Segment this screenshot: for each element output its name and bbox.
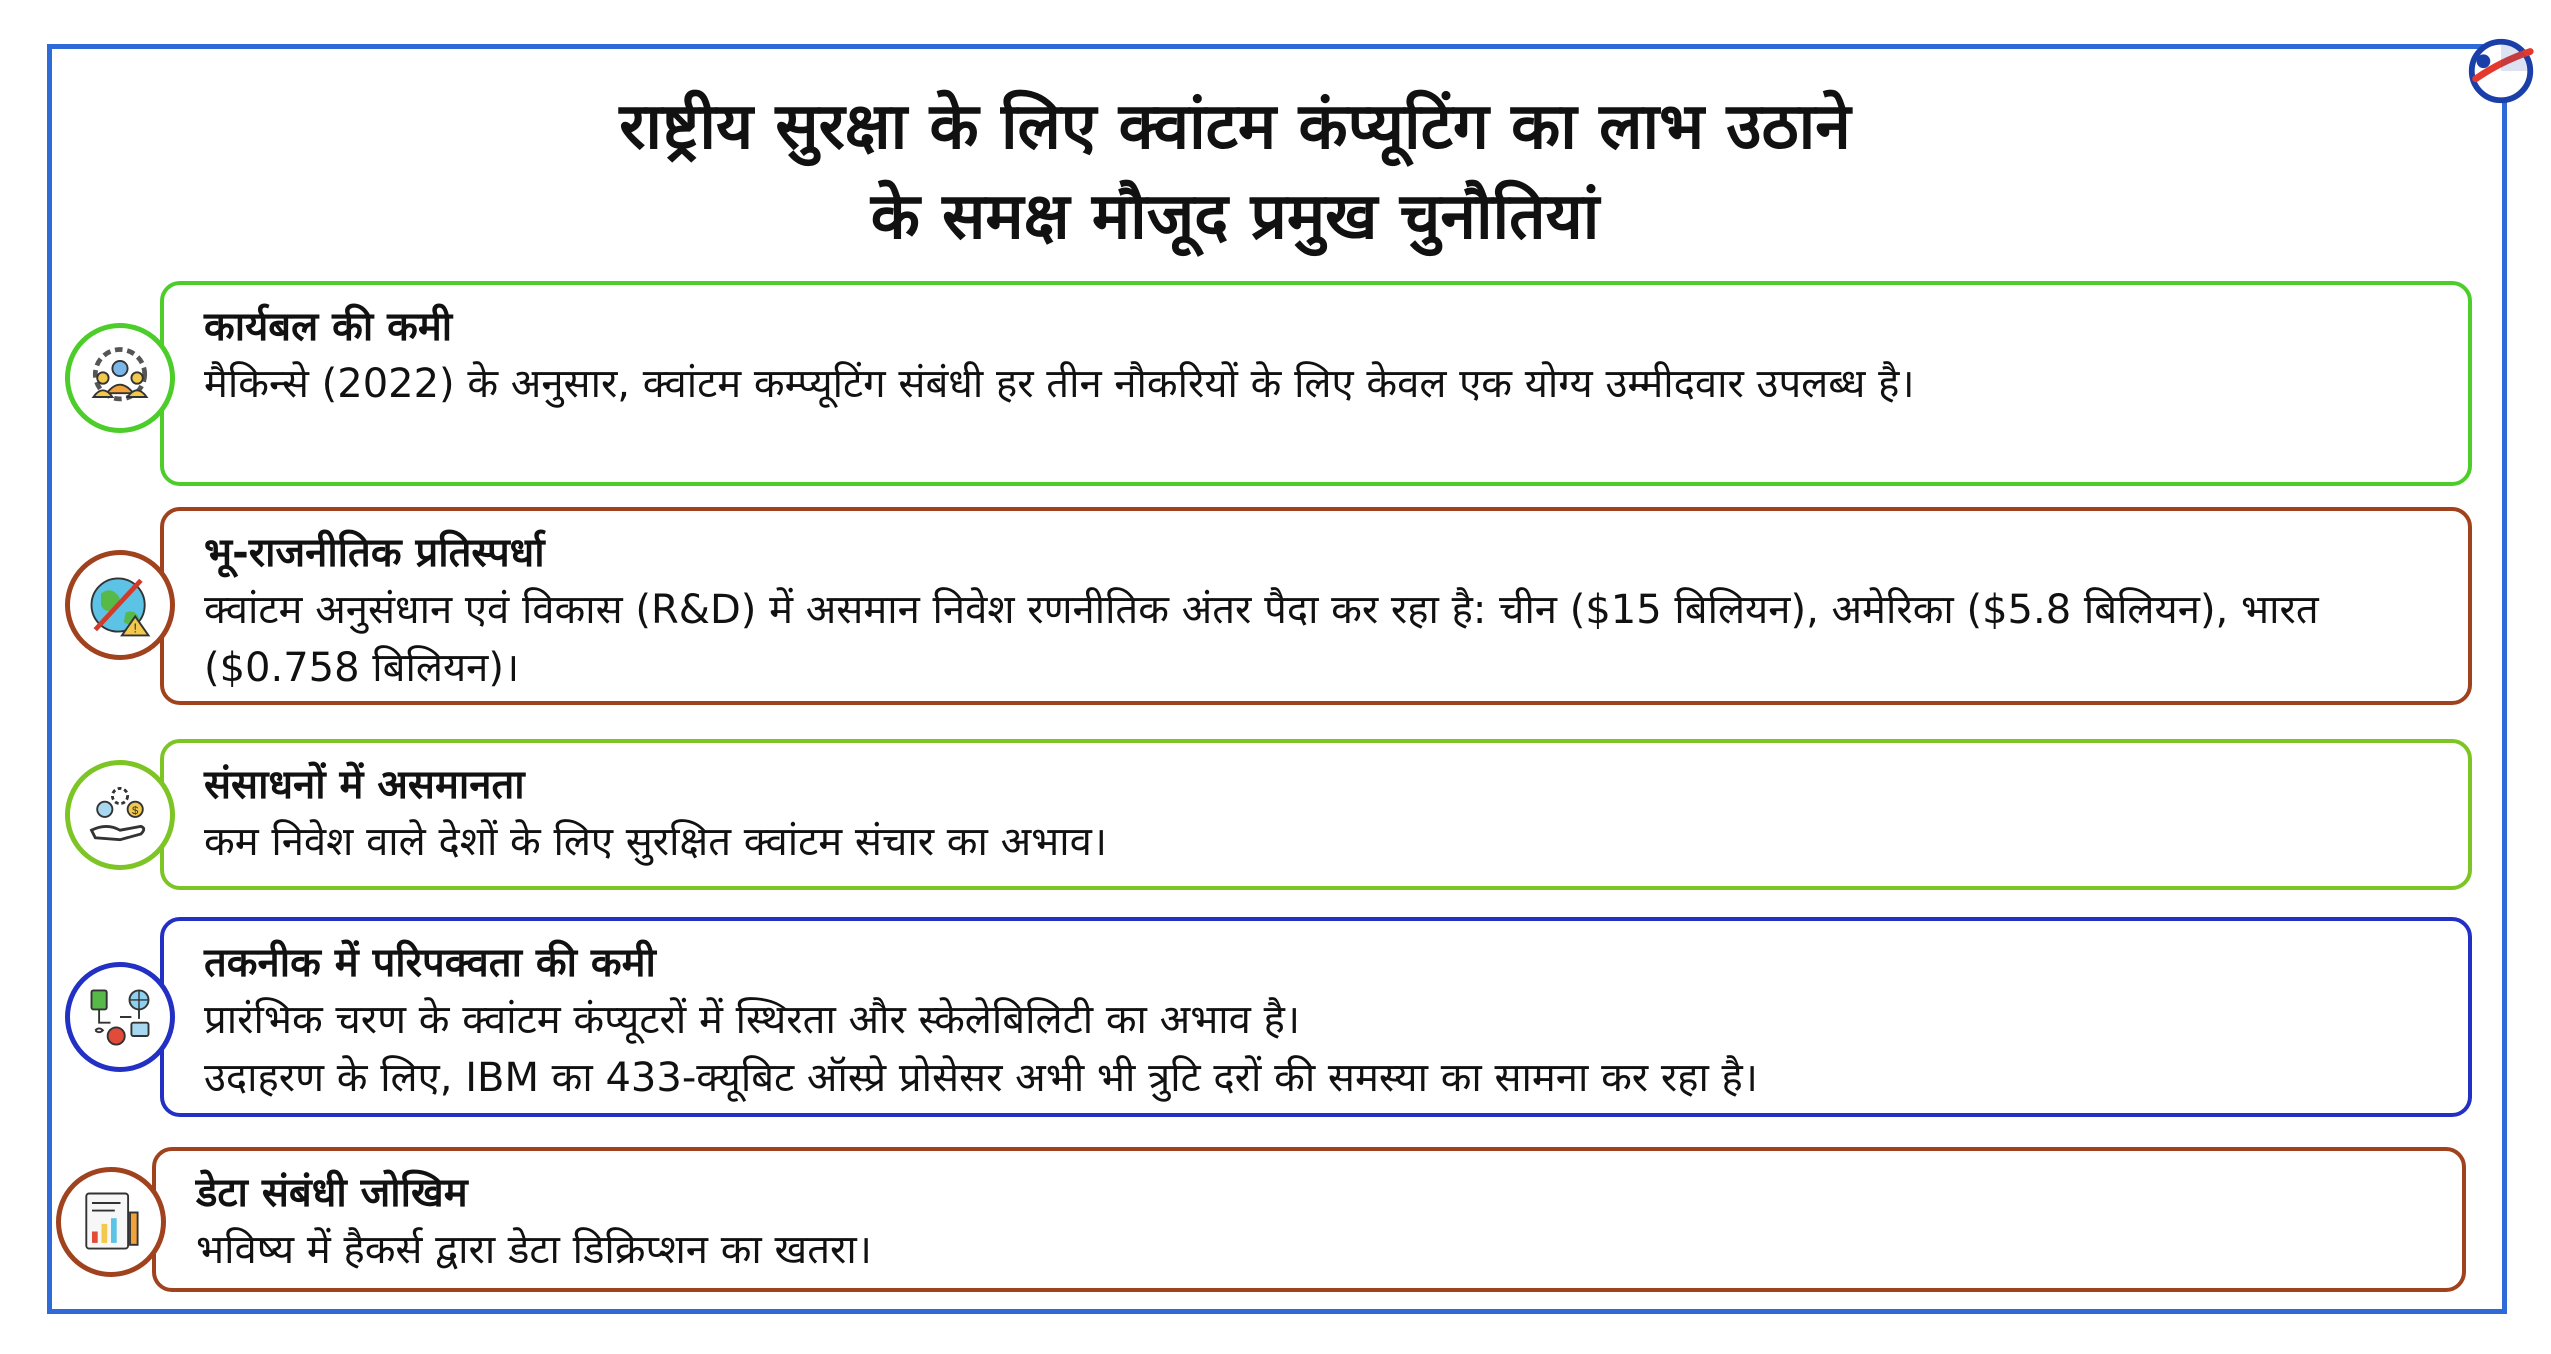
brand-logo-icon [2462,32,2540,110]
card-heading: भू-राजनीतिक प्रतिस्पर्धा [204,530,545,576]
svg-text:$: $ [132,805,139,818]
card-text: कम निवेश वाले देशों के लिए सुरक्षित क्वांटम संचार का अभाव। [204,819,1108,865]
card-heading: संसाधनों में असमानता [204,762,525,808]
card-text: भविष्य में हैकर्स द्वारा डेटा डिक्रिप्शन का खतरा। [196,1227,872,1273]
workforce-gear-icon [65,323,175,433]
technology-network-icon [65,962,175,1072]
card-text: मैकिन्से (2022) के अनुसार, क्वांटम कम्प्यूटिंग संबंधी हर तीन नौकरियों के लिए केवल एक योग्य उम्मीदवार उपलब्ध है। [204,361,1915,407]
challenge-card-resources [160,739,2472,890]
globe-warning-icon [65,550,175,660]
card-text-line-2: उदाहरण के लिए, IBM का 433-क्यूबिट ऑस्प्रे प्रोसेसर अभी भी त्रुटि दरों की समस्या का सामना कर रहा है। [204,1055,1758,1101]
card-text: क्वांटम अनुसंधान एवं विकास (R&D) में असमान निवेश रणनीतिक अंतर पैदा कर रहा है: चीन ($15 बिलियन), अमेरिका ($5.8 बिलियन), भारत ($0.758 बिलियन)। [204,587,2319,691]
svg-text:!: ! [133,620,138,636]
challenge-card-workforce [160,281,2472,486]
card-heading: डेटा संबंधी जोखिम [196,1170,468,1216]
challenge-card-geopolitical [160,507,2472,705]
card-text-line-1: प्रारंभिक चरण के क्वांटम कंप्यूटरों में स्थिरता और स्केलेबिलिटी का अभाव है। [204,997,1301,1043]
title-line-1: राष्ट्रीय सुरक्षा के लिए क्वांटम कंप्यूटिंग का लाभ उठाने [619,90,1851,164]
card-heading: कार्यबल की कमी [204,304,453,350]
card-heading: तकनीक में परिपक्वता की कमी [204,940,656,986]
hand-resources-icon [65,760,175,870]
page-title [160,82,2310,262]
challenge-card-technology [160,917,2472,1117]
title-line-2: के समक्ष मौजूद प्रमुख चुनौतियां [870,180,1600,254]
data-report-icon [56,1167,166,1277]
challenge-card-data-risk [152,1147,2466,1292]
